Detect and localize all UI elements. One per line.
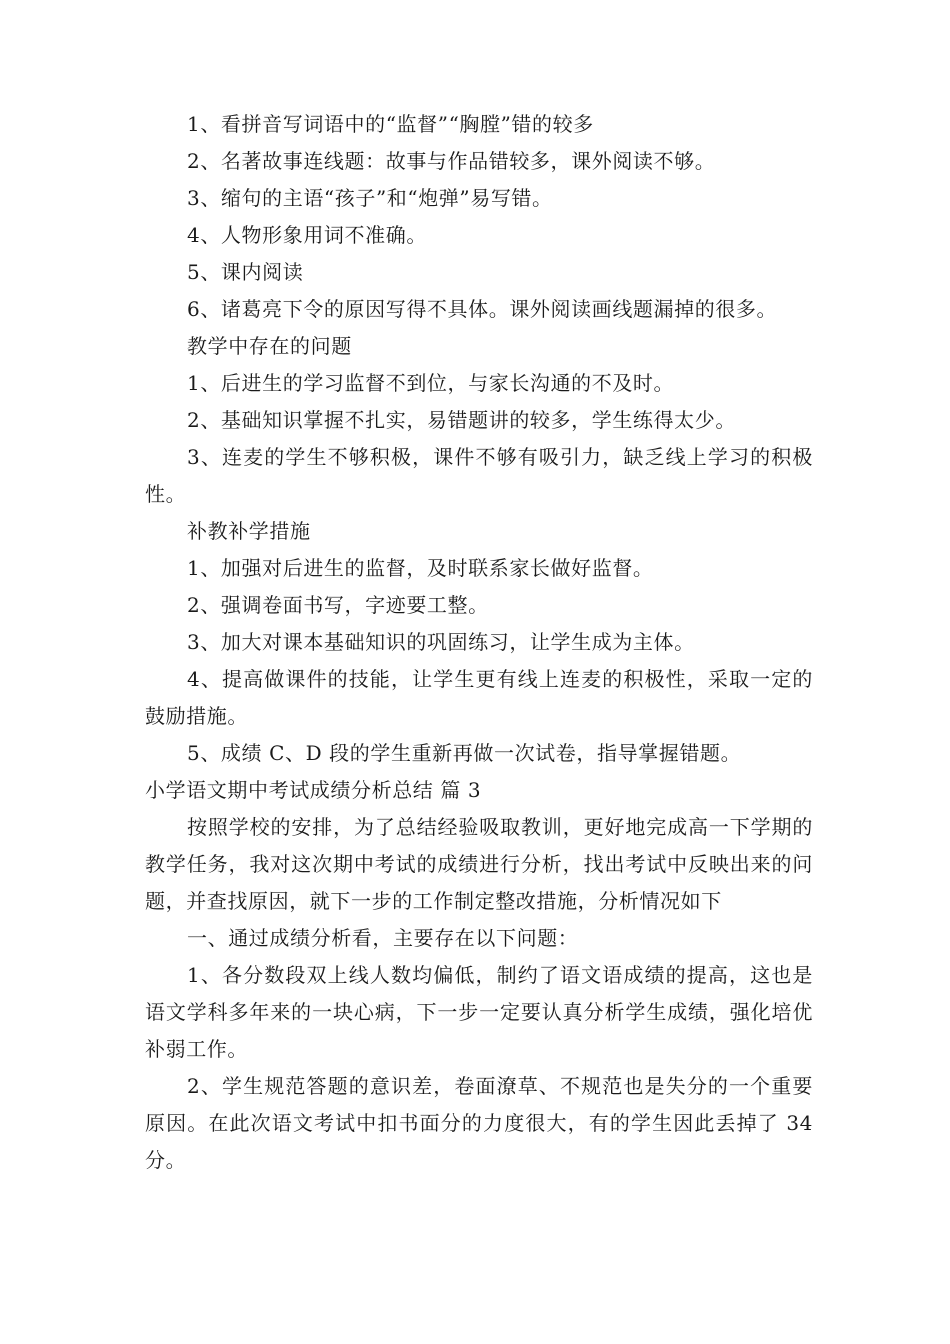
list-item: 6、诸葛亮下令的原因写得不具体。课外阅读画线题漏掉的很多。	[187, 297, 778, 321]
list-item: 2、强调卷面书写，字迹要工整。	[187, 593, 489, 617]
list-item: 5、课内阅读	[187, 260, 304, 284]
list-item: 1、后进生的学习监督不到位，与家长沟通的不及时。	[187, 371, 675, 395]
list-item: 1、看拼音写词语中的“监督”“胸膛”错的较多	[187, 112, 594, 136]
list-item: 1、各分数段双上线人数均偏低，制约了语文语成绩的提高，这也是语文学科多年来的一块心病，下一步一定要认真分析学生成绩，强化培优补弱工作。	[145, 963, 813, 1061]
list-item: 3、连麦的学生不够积极，课件不够有吸引力，缺乏线上学习的积极性。	[145, 445, 813, 506]
list-item: 4、提高做课件的技能，让学生更有线上连麦的积极性，采取一定的鼓励措施。	[145, 667, 813, 728]
list-item: 2、学生规范答题的意识差，卷面潦草、不规范也是失分的一个重要原因。在此次语文考试中扣书面分的力度很大，有的学生因此丢掉了 34 分。	[145, 1074, 813, 1172]
article-title: 小学语文期中考试成绩分析总结 篇 3	[145, 778, 482, 802]
list-item: 3、加大对课本基础知识的巩固练习，让学生成为主体。	[187, 630, 695, 654]
document-body	[145, 106, 813, 1179]
section-heading: 教学中存在的问题	[187, 334, 352, 358]
body-paragraph: 按照学校的安排，为了总结经验吸取教训，更好地完成高一下学期的教学任务，我对这次期中考试的成绩进行分析，找出考试中反映出来的问题，并查找原因，就下一步的工作制定整改措施，分析情况如下	[145, 815, 813, 913]
list-item: 4、人物形象用词不准确。	[187, 223, 427, 247]
list-item: 5、成绩 C、D 段的学生重新再做一次试卷，指导掌握错题。	[187, 741, 742, 765]
list-item: 2、基础知识掌握不扎实，易错题讲的较多，学生练得太少。	[187, 408, 736, 432]
list-item: 2、名著故事连线题：故事与作品错较多，课外阅读不够。	[187, 149, 716, 173]
section-heading: 补教补学措施	[187, 519, 311, 543]
list-item: 1、加强对后进生的监督，及时联系家长做好监督。	[187, 556, 654, 580]
section-heading: 一、通过成绩分析看，主要存在以下问题：	[187, 926, 579, 950]
list-item: 3、缩句的主语“孩子”和“炮弹”易写错。	[187, 186, 553, 210]
